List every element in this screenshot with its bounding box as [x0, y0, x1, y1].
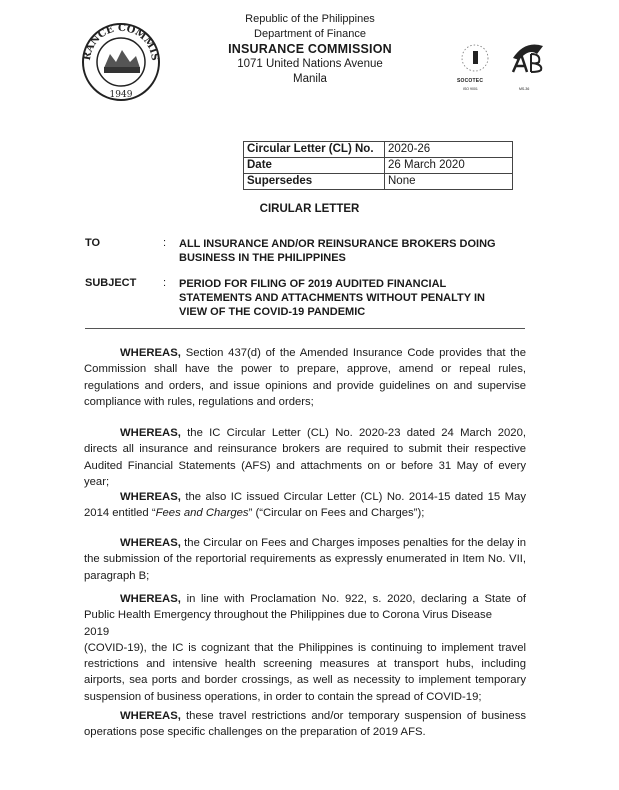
header-address: 1071 United Nations Avenue — [237, 58, 383, 70]
to-separator: : — [163, 237, 167, 249]
meta-value: None — [385, 174, 513, 190]
paragraph-line: 2019 — [84, 625, 110, 638]
whereas-lead: WHEREAS, — [120, 347, 181, 359]
paragraph-italic: Fees and Charges — [155, 507, 249, 520]
to-line: BUSINESS IN THE PHILIPPINES — [179, 252, 346, 264]
subject-line: STATEMENTS AND ATTACHMENTS WITHOUT PENALTY IN — [179, 292, 485, 304]
meta-value: 26 March 2020 — [385, 158, 513, 174]
paragraph-text: the IC Circular Letter (CL) No. 2020-23 dated 24 March 2020, directs all insurance and reinsurance brokers are required to submit their respective Audited Financial Statements (AFS) and attachments on or before 31 May of every year; — [84, 427, 526, 488]
subject-label: SUBJECT — [85, 277, 137, 289]
paragraph-text: in line with Proclamation No. 922, s. 2020, declaring a State of Public Health Emergency throughout the Philippines due to Corona Virus Disease — [84, 593, 526, 622]
header-line-department: Department of Finance — [254, 28, 366, 40]
subject-separator: : — [163, 277, 167, 289]
whereas-paragraph — [84, 345, 526, 410]
header-city: Manila — [293, 73, 327, 85]
subject-line: VIEW OF THE COVID-19 PANDEMIC — [179, 306, 366, 318]
whereas-lead: WHEREAS, — [120, 593, 181, 605]
whereas-paragraph — [84, 708, 526, 741]
subject-text — [179, 277, 529, 319]
whereas-lead: WHEREAS, — [120, 427, 181, 439]
seal-text: RANCE COMMIS — [81, 22, 161, 62]
letterhead — [180, 12, 440, 87]
whereas-paragraph — [84, 535, 526, 584]
socotec-label: SOCOTEC — [457, 78, 484, 84]
seal-year: 1949 — [109, 90, 133, 100]
meta-value: 2020-26 — [385, 142, 513, 158]
paragraph-text: the Circular on Fees and Charges imposes penalties for the delay in the submission of the reportorial requirements as expressly enumerated in Item No. VII, paragraph B; — [84, 537, 526, 582]
socotec-logo-icon — [455, 30, 555, 80]
paragraph-text: these travel restrictions and/or temporary suspension of business operations pose specific challenges on the preparation of 2019 AFS. — [84, 710, 526, 739]
to-line: ALL INSURANCE AND/OR REINSURANCE BROKERS DOING — [179, 238, 496, 250]
certification-logos — [455, 30, 555, 102]
whereas-paragraph — [84, 489, 526, 522]
whereas-paragraph — [84, 425, 526, 490]
document-title: CIRULAR LETTER — [259, 203, 360, 215]
insurance-commission-seal — [80, 22, 162, 102]
paragraph-text: ” (“Circular on Fees and Charges”); — [248, 507, 425, 520]
meta-key: Circular Letter (CL) No. — [244, 142, 385, 158]
paragraph-line: (COVID-19), the IC is cognizant that the Philippines is continuing to implement travel restrictions and intensive health screening measures at transport hubs, including airports, sea ports and border crossings, as well as necessity to implement temporary suspension of business operations, in order to contain the spread of COVID-19; — [84, 641, 526, 703]
iso-label: ISO 9001 — [463, 87, 478, 91]
whereas-lead: WHEREAS, — [120, 537, 181, 549]
paragraph-text: the also IC issued Circular Letter (CL) No. 2014-15 dated 15 May 2014 entitled “ — [84, 491, 526, 520]
paragraph-text: Section 437(d) of the Amended Insurance Code provides that the Commission shall have the power to prepare, approve, amend or repeal rules, regulations and orders, and issue opinions and provide guidelines on and supervise compliance with rules, regulations and orders; — [84, 347, 526, 408]
pab-sub-label: MS-36 — [519, 87, 530, 91]
circular-meta-table — [243, 141, 513, 190]
header-agency-name: INSURANCE COMMISSION — [228, 42, 392, 56]
meta-key: Supersedes — [244, 174, 385, 190]
meta-key: Date — [244, 158, 385, 174]
whereas-paragraph — [84, 591, 526, 705]
table-row — [244, 142, 513, 158]
divider — [85, 328, 525, 329]
to-label: TO — [85, 237, 101, 249]
table-row — [244, 158, 513, 174]
table-row — [244, 174, 513, 190]
to-addressee — [179, 237, 529, 265]
header-line-republic: Republic of the Philippines — [245, 13, 375, 25]
subject-line: PERIOD FOR FILING OF 2019 AUDITED FINANCIAL — [179, 278, 447, 290]
whereas-lead: WHEREAS, — [120, 491, 181, 503]
whereas-lead: WHEREAS, — [120, 710, 181, 722]
